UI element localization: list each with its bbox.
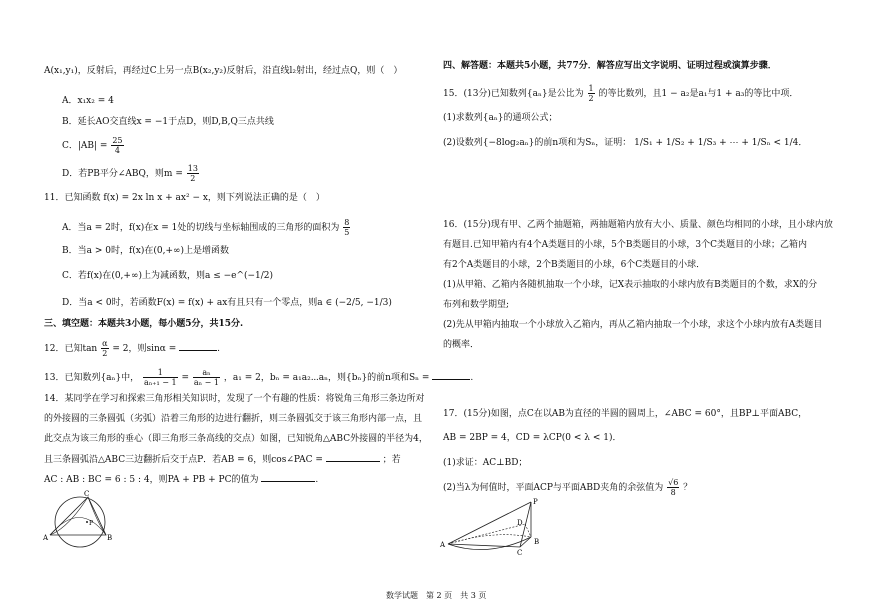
q13-fraction-2: $\frac{\text{aₙ}}{\text{aₙ − 1}}$ [193,368,219,387]
q13-fraction-1: $\frac{1}{\text{aₙ₊₁ − 1}}$ [144,368,177,387]
q16-part-2b: 的概率． [443,340,480,350]
q17-part-1: (1)求证：AC⊥BD； [443,458,528,468]
q16-part-1a: (1)从甲箱、乙箱内各随机抽取一个小球，记X表示抽取的小球内放有B类题目的个数，求X的分 [443,280,818,290]
q13-answer-blank [432,371,470,380]
fig-label-b: B [107,534,113,542]
q10-stem: A(x₁,y₁)，反射后，再经过C上另一点B(x₂,y₂)反射后，沿直线l₂射出，经过点Q，则（ ） [44,66,403,76]
q16-line-2: 有题目.已知甲箱内有4个A类题目的小球，5个B类题目的小球，3个C类题目的小球；乙箱内 [443,240,808,250]
q12: 12．已知tan $\frac{\alpha}{2}$ = 2，则sinα = . [44,339,221,358]
q11-option-c: C．若f(x)在(0,+∞)上为减函数，则a ≤ −e^(−1/2) [62,271,274,281]
q17-fraction: $\frac{√6}{8}$ [668,478,679,497]
q16-part-2a: (2)先从甲箱内抽取一个小球放入乙箱内，再从乙箱内抽取一个小球，求这个小球内放有A类题目 [443,320,823,330]
q10-option-b: B．延长AO交直线x = −1于点D，则D,B,Q三点共线 [62,117,274,127]
q14-answer-blank-2 [261,473,315,482]
q14-figure [40,488,120,550]
q10-option-c: C．|AB| = $\frac{25}{4}$ [62,136,123,155]
q17-part-2: (2)当λ为何值时，平面ACP与平面ABD夹角的余弦值为 $\frac{√6}{8}$ ？ [443,478,693,497]
q10-option-a: A．x₁x₂ = 4 [62,96,114,106]
q10-c-fraction: $\frac{25}{4}$ [112,136,123,155]
q14-line-3: 此交点为该三角形的垂心（即三角形三条高线的交点）如图，已知锐角△ABC外接圆的半径为4， [44,434,428,444]
q13: 13．已知数列{aₙ}中， $\frac{1}{\text{aₙ₊₁ − 1}}$ = $\frac{\text{aₙ}}{\text{aₙ − 1}}$ ，a₁ = 2，bₙ = a₁a₂⋯aₙ，则{bₙ}的前n项和Sₙ = . [44,368,474,387]
q14-answer-blank-1 [326,453,380,462]
q11-option-a: A．当a = 2时，f(x)在x = 1处的切线与坐标轴围成的三角形的面积为 $\frac{8}{5}$ [62,218,350,237]
q12-answer-blank [179,342,217,351]
q15-fraction: $\frac{1}{2}$ [588,84,594,103]
q15-part-1: (1)求数列{aₙ}的通项公式； [443,113,558,123]
q16-line-1: 16．(15分)现有甲、乙两个抽题箱，两抽题箱内放有大小、质量、颜色均相同的小球，且小球内放 [443,220,833,230]
fig-label-p: P [89,520,94,527]
fig17-label-a: A [440,541,446,549]
q17-figure [438,494,548,556]
page-footer: 数学试题 第 2 页 共 3 页 [386,591,487,600]
q14-line-2: 的外接圆的三条圆弧（劣弧）沿着三角形的边进行翻折，则三条圆弧交于该三角形内部一点，且 [44,414,423,424]
fig17-label-c: C [517,549,523,556]
fig17-label-p: P [533,498,538,506]
q16-part-1b: 布列和数学期望; [443,300,510,310]
q14-line-5: AC : AB : BC = 6 : 5 : 4，则PA + PB + PC的值为 . [44,475,319,485]
q16-line-3: 有2个A类题目的小球，2个B类题目的小球，6个C类题目的小球． [443,260,706,270]
fig17-label-b: B [534,538,540,546]
q15-stem: 15．(13分)已知数列{aₙ}是公比为 $\frac{1}{2}$ 的等比数列，且1 − a₂是a₁与1 + a₃的等比中项． [443,84,799,103]
section-4-heading: 四、解答题：本题共5小题，共77分．解答应写出文字说明、证明过程或演算步骤． [443,61,777,71]
fig-label-a: A [43,534,49,542]
q12-fraction: $\frac{\alpha}{2}$ [102,339,108,358]
q17-line-1: 17．(15分)如图，点C在以AB为直径的半圆的圆周上，∠ABC = 60°，且BP⊥平面ABC， [443,409,808,419]
q17-line-2: AB = 2BP = 4，CD = λCP(0 < λ < 1)． [443,433,622,443]
q10-option-d: D．若PB平分∠ABQ，则m = $\frac{13}{2}$ [62,164,198,183]
q15-part-2: (2)设数列{−8log₂aₙ}的前n项和为Sₙ，证明： 1/S₁ + 1/S₂ + 1/S₃ + ⋯ + 1/Sₙ < 1/4． [443,138,808,148]
fig17-label-d: D [517,519,523,527]
q14-line-4: 且三条圆弧沿△ABC三边翻折后交于点P．若AB = 6，则cos∠PAC = ；若 [44,455,401,465]
fig-label-c: C [84,490,90,498]
q11-a-fraction: $\frac{8}{5}$ [344,218,350,237]
q11-option-b: B．当a > 0时，f(x)在(0,+∞)上是增函数 [62,246,230,256]
q10-d-fraction: $\frac{13}{2}$ [187,164,198,183]
q11-option-d: D．当a < 0时，若函数F(x) = f(x) + ax有且只有一个零点，则a ∈ (−2/5, −1/3) [62,298,392,308]
q14-line-1: 14．某同学在学习和探索三角形相关知识时，发现了一个有趣的性质：将锐角三角形三条边所对 [44,394,425,404]
q11-stem: 11．已知函数 f(x) = 2x ln x + ax² − x，则下列说法正确的是（ ） [44,193,325,203]
section-3-heading: 三、填空题：本题共3小题，每小题5分，共15分. [44,319,244,329]
